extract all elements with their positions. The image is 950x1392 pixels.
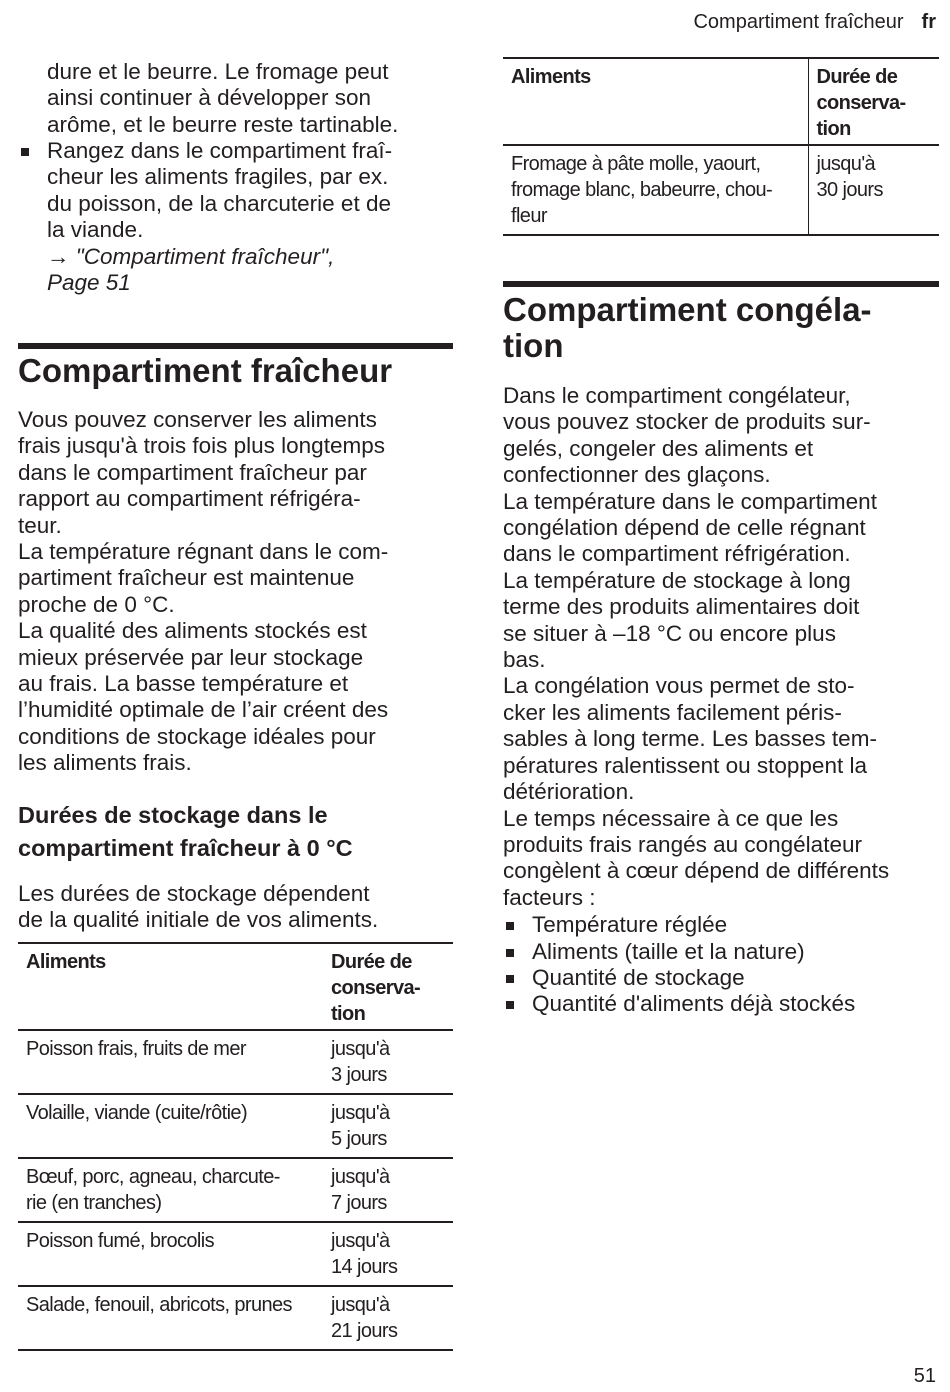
- text-line: dure et le beurre. Le fromage peut: [47, 59, 389, 84]
- text-line: La température régnant dans le com-: [18, 539, 389, 565]
- text-line: jusqu'à: [331, 1102, 390, 1124]
- text-line: au frais. La basse température et: [18, 671, 349, 697]
- table-row: [18, 1286, 453, 1350]
- text-line: les aliments frais.: [18, 750, 192, 776]
- duration-cell: [323, 1094, 453, 1158]
- text-line: conserva-: [816, 92, 906, 114]
- food-cell: [18, 1286, 323, 1350]
- section-body: [503, 383, 939, 1018]
- text-line: cker les aliments facilement péris-: [503, 699, 842, 725]
- duration-cell: [323, 1222, 453, 1286]
- text-line: Page 51: [47, 270, 131, 296]
- text-line: tion: [503, 327, 564, 364]
- bullet-square-icon: [506, 1001, 514, 1009]
- text-line: frais jusqu'à trois fois plus longtemps: [18, 433, 385, 459]
- text-line: l’humidité optimale de l’air créent des: [18, 697, 389, 723]
- text-line: tion: [816, 118, 851, 140]
- section-title: Compartiment fraîcheur: [18, 352, 393, 389]
- text-line: produits frais rangés au congélateur: [503, 831, 862, 857]
- text-line: ainsi continuer à développer son: [47, 85, 371, 111]
- text-line: 14 jours: [331, 1256, 398, 1278]
- text-line: Salade, fenouil, abricots, prunes: [26, 1294, 292, 1316]
- text-line: arôme, et le beurre reste tartinable.: [47, 111, 399, 137]
- column-header-duration: [808, 58, 939, 145]
- text-line: bas.: [503, 647, 546, 673]
- storage-duration-table-continued: [503, 57, 939, 236]
- text-line: cheur les aliments fragiles, par ex.: [47, 164, 389, 190]
- text-line: Vous pouvez conserver les aliments: [18, 407, 377, 432]
- list-item-text: Aliments (taille et la nature): [532, 938, 805, 964]
- text-line: La température dans le compartiment: [503, 488, 877, 514]
- text-line: mieux préservée par leur stockage: [18, 644, 364, 670]
- paragraph: [18, 407, 453, 539]
- table-row: [18, 1222, 453, 1286]
- text-line: proche de 0 °C.: [18, 591, 175, 617]
- page-number: 51: [913, 1365, 936, 1387]
- duration-cell: [323, 1030, 453, 1094]
- paragraph: [503, 489, 939, 568]
- list-item: [503, 939, 939, 965]
- text-line: → "Compartiment fraîcheur",: [47, 243, 335, 269]
- food-cell: [18, 1030, 323, 1094]
- text-line: 3 jours: [331, 1064, 387, 1086]
- column-header-duration: [323, 943, 453, 1030]
- text-line: conserva-: [331, 977, 421, 999]
- running-header: [693, 10, 936, 34]
- text-line: détérioration.: [503, 779, 635, 805]
- text-line: rapport au compartiment réfrigéra-: [18, 486, 361, 512]
- text-line: dans le compartiment réfrigération.: [503, 541, 851, 567]
- paragraph: [503, 383, 939, 489]
- text-line: pératures ralentissent ou stoppent la: [503, 752, 867, 778]
- text-line: facteurs :: [503, 884, 596, 910]
- text-line: La qualité des aliments stockés est: [18, 618, 367, 644]
- tip-bullet-list: [18, 138, 453, 296]
- text-line: jusqu'à: [331, 1166, 390, 1188]
- list-item-text: Température réglée: [532, 912, 728, 938]
- list-item: [503, 991, 939, 1017]
- text-line: jusqu'à: [331, 1294, 390, 1316]
- text-line: 5 jours: [331, 1128, 387, 1150]
- list-item-text: Quantité d'aliments déjà stockés: [532, 991, 856, 1017]
- text-line: jusqu'à: [331, 1038, 390, 1060]
- table-row: [18, 1158, 453, 1222]
- food-cell: [18, 1222, 323, 1286]
- food-cell: [503, 145, 808, 235]
- bullet-square-icon: [506, 975, 514, 983]
- table-row: [503, 145, 939, 235]
- table-header-row: [503, 58, 939, 145]
- table-header-row: [18, 943, 453, 1030]
- text-line: Rangez dans le compartiment fraî-: [47, 138, 393, 163]
- section-divider: [503, 281, 939, 287]
- cross-reference-link[interactable]: [47, 244, 334, 295]
- paragraph: [503, 568, 939, 674]
- text-line: Compartiment congéla-: [503, 291, 872, 328]
- section-title: [503, 292, 939, 364]
- list-item: [503, 912, 939, 938]
- text-line: conditions de stockage idéales pour: [18, 723, 376, 749]
- text-line: Poisson fumé, brocolis: [26, 1230, 215, 1252]
- text-line: partiment fraîcheur est maintenue: [18, 565, 355, 591]
- text-line: Durée de: [331, 951, 412, 973]
- list-item-text: Quantité de stockage: [532, 964, 745, 990]
- table-row: [18, 1030, 453, 1094]
- text-line: 21 jours: [331, 1320, 398, 1342]
- intro-continuation: [18, 59, 482, 138]
- storage-duration-table: [18, 942, 453, 1351]
- bullet-square-icon: [21, 148, 29, 156]
- food-cell: [18, 1158, 323, 1222]
- text-line: rie (en tranches): [26, 1192, 162, 1214]
- text-line: Poisson frais, fruits de mer: [26, 1038, 246, 1060]
- paragraph: [18, 618, 453, 776]
- subsection-intro: [18, 881, 453, 934]
- text-line: Durées de stockage dans le: [18, 802, 328, 828]
- text-line: Bœuf, porc, agneau, charcute-: [26, 1166, 280, 1188]
- text-line: jusqu'à: [331, 1230, 390, 1252]
- language-tag: fr: [921, 11, 936, 33]
- text-line: Fromage à pâte molle, yaourt,: [511, 153, 761, 175]
- duration-cell: [808, 145, 939, 235]
- text-line: jusqu'à: [816, 153, 876, 175]
- food-cell: [18, 1094, 323, 1158]
- paragraph: [503, 673, 939, 805]
- text-line: teur.: [18, 512, 62, 538]
- list-item: [18, 138, 453, 296]
- text-line: Le temps nécessaire à ce que les: [503, 805, 839, 831]
- text-line: congèlent à cœur dépend de différents: [503, 858, 890, 884]
- text-line: confectionner des glaçons.: [503, 462, 771, 488]
- text-line: la viande.: [47, 217, 144, 243]
- freezing-factors-list: [503, 912, 939, 1018]
- section-divider: [18, 343, 453, 349]
- bullet-square-icon: [506, 949, 514, 957]
- text-line: La congélation vous permet de sto-: [503, 673, 855, 699]
- duration-cell: [323, 1158, 453, 1222]
- text-line: terme des produits alimentaires doit: [503, 594, 860, 620]
- text-line: La température de stockage à long: [503, 567, 851, 593]
- bullet-square-icon: [506, 922, 514, 930]
- list-item: [503, 965, 939, 991]
- text-line: tion: [331, 1003, 366, 1025]
- running-header-title: Compartiment fraîcheur: [693, 11, 904, 33]
- text-line: 30 jours: [816, 179, 883, 201]
- section-body: [18, 407, 453, 777]
- text-line: vous pouvez stocker de produits sur-: [503, 409, 871, 435]
- text-line: Durée de: [816, 66, 898, 88]
- text-line: fleur: [511, 205, 547, 227]
- text-line: Volaille, viande (cuite/rôtie): [26, 1102, 248, 1124]
- text-line: 7 jours: [331, 1192, 387, 1214]
- text-line: compartiment fraîcheur à 0 °C: [18, 835, 353, 861]
- paragraph: [18, 539, 453, 618]
- text-line: se situer à –18 °C ou encore plus: [503, 620, 836, 646]
- text-line: Dans le compartiment congélateur,: [503, 383, 851, 408]
- storage-table-container: [18, 942, 453, 1351]
- column-header-food: Aliments: [26, 951, 106, 973]
- storage-table-container: [503, 57, 939, 236]
- column-header-food: Aliments: [511, 66, 591, 88]
- text-line: sables à long terme. Les basses tem-: [503, 726, 877, 752]
- text-line: congélation dépend de celle régnant: [503, 515, 866, 541]
- subsection-title: [18, 799, 453, 865]
- text-line: de la qualité initiale de vos aliments.: [18, 907, 379, 933]
- text-line: gelés, congeler des aliments et: [503, 435, 814, 461]
- text-line: Les durées de stockage dépendent: [18, 881, 370, 906]
- text-line: dans le compartiment fraîcheur par: [18, 459, 367, 485]
- text-line: fromage blanc, babeurre, chou-: [511, 179, 773, 201]
- paragraph: [503, 806, 939, 912]
- table-row: [18, 1094, 453, 1158]
- text-line: du poisson, de la charcuterie et de: [47, 190, 391, 216]
- duration-cell: [323, 1286, 453, 1350]
